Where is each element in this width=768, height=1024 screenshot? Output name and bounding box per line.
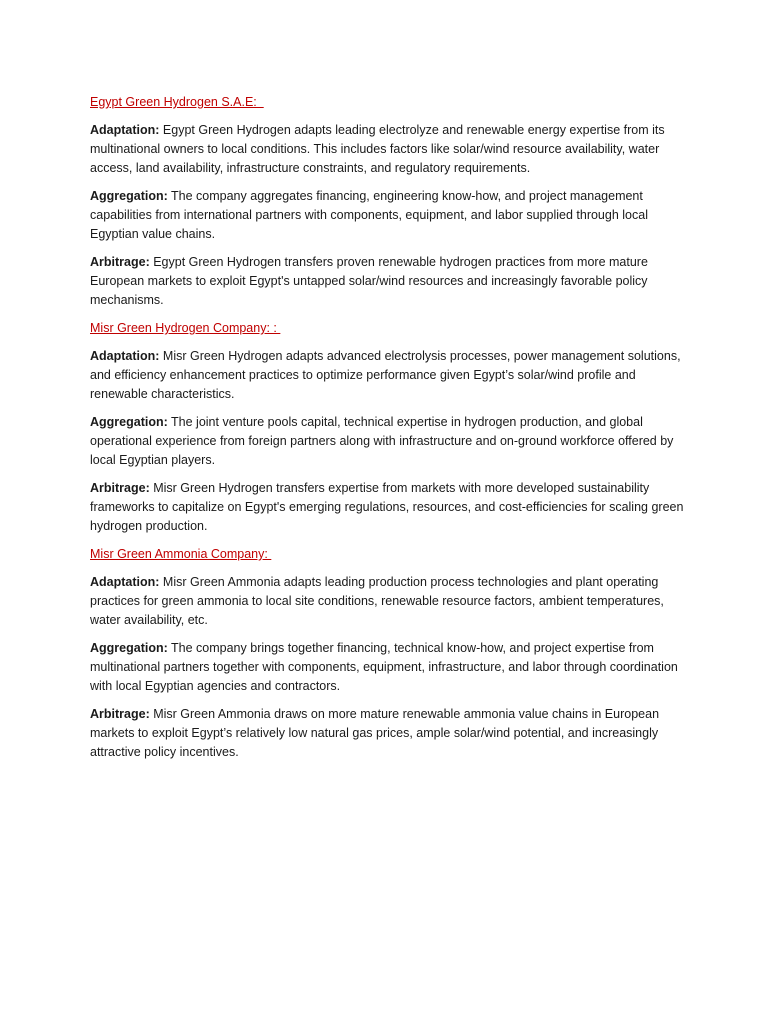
aggregation-paragraph bbox=[90, 413, 690, 470]
arbitrage-paragraph bbox=[90, 705, 690, 762]
paragraph-text: The company aggregates financing, engineering know-how, and project management capabilities from international partners with components, equipment, and labor supplied through local Egyptian value chains. bbox=[90, 189, 648, 241]
adaptation-paragraph bbox=[90, 121, 690, 178]
paragraph-label: Arbitrage: bbox=[90, 481, 150, 495]
paragraph-label: Adaptation: bbox=[90, 123, 160, 137]
paragraph-label: Aggregation: bbox=[90, 189, 168, 203]
section-egypt-green-hydrogen bbox=[90, 93, 690, 310]
paragraph-text: The company brings together financing, technical know-how, and project expertise from multinational partners together with components, equipment, infrastructure, and labor through coordination with local Egyptian agencies and contractors. bbox=[90, 641, 678, 693]
paragraph-text: Egypt Green Hydrogen adapts leading electrolyze and renewable energy expertise from its multinational owners to local conditions. This includes factors like solar/wind resource availability, water access, land availability, infrastructure constraints, and regulatory requirements. bbox=[90, 123, 665, 175]
paragraph-label: Adaptation: bbox=[90, 349, 160, 363]
section-misr-green-hydrogen bbox=[90, 319, 690, 536]
arbitrage-paragraph bbox=[90, 253, 690, 310]
paragraph-text: The joint venture pools capital, technical expertise in hydrogen production, and global operational experience from foreign partners along with infrastructure and on-ground workforce offered by local Egyptian players. bbox=[90, 415, 674, 467]
section-misr-green-ammonia bbox=[90, 545, 690, 762]
section-heading: Egypt Green Hydrogen S.A.E: bbox=[90, 95, 264, 109]
adaptation-paragraph bbox=[90, 573, 690, 630]
paragraph-label: Arbitrage: bbox=[90, 255, 150, 269]
aggregation-paragraph bbox=[90, 187, 690, 244]
document-page bbox=[90, 93, 690, 771]
paragraph-label: Aggregation: bbox=[90, 641, 168, 655]
adaptation-paragraph bbox=[90, 347, 690, 404]
paragraph-label: Aggregation: bbox=[90, 415, 168, 429]
paragraph-text: Misr Green Ammonia draws on more mature renewable ammonia value chains in European markets to exploit Egypt’s relatively low natural gas prices, ample solar/wind potential, and increasingly attractive policy incentives. bbox=[90, 707, 660, 759]
paragraph-label: Adaptation: bbox=[90, 575, 160, 589]
section-heading: Misr Green Hydrogen Company: : bbox=[90, 321, 281, 335]
paragraph-text: Misr Green Ammonia adapts leading production process technologies and plant operating practices for green ammonia to local site conditions, renewable resource factors, ambient temperatures, water availability, etc. bbox=[90, 575, 664, 627]
paragraph-text: Egypt Green Hydrogen transfers proven renewable hydrogen practices from more mature European markets to exploit Egypt's untapped solar/wind resources and increasingly favorable policy mechanisms. bbox=[90, 255, 648, 307]
paragraph-label: Arbitrage: bbox=[90, 707, 150, 721]
section-heading: Misr Green Ammonia Company: bbox=[90, 547, 272, 561]
arbitrage-paragraph bbox=[90, 479, 690, 536]
paragraph-text: Misr Green Hydrogen transfers expertise from markets with more developed sustainability frameworks to capitalize on Egypt's emerging regulations, resources, and cost-efficiencies for scaling green hydrogen production. bbox=[90, 481, 684, 533]
paragraph-text: Misr Green Hydrogen adapts advanced electrolysis processes, power management solutions, and efficiency enhancement practices to optimize performance given Egypt’s solar/wind profile and renewable characteristics. bbox=[90, 349, 681, 401]
aggregation-paragraph bbox=[90, 639, 690, 696]
